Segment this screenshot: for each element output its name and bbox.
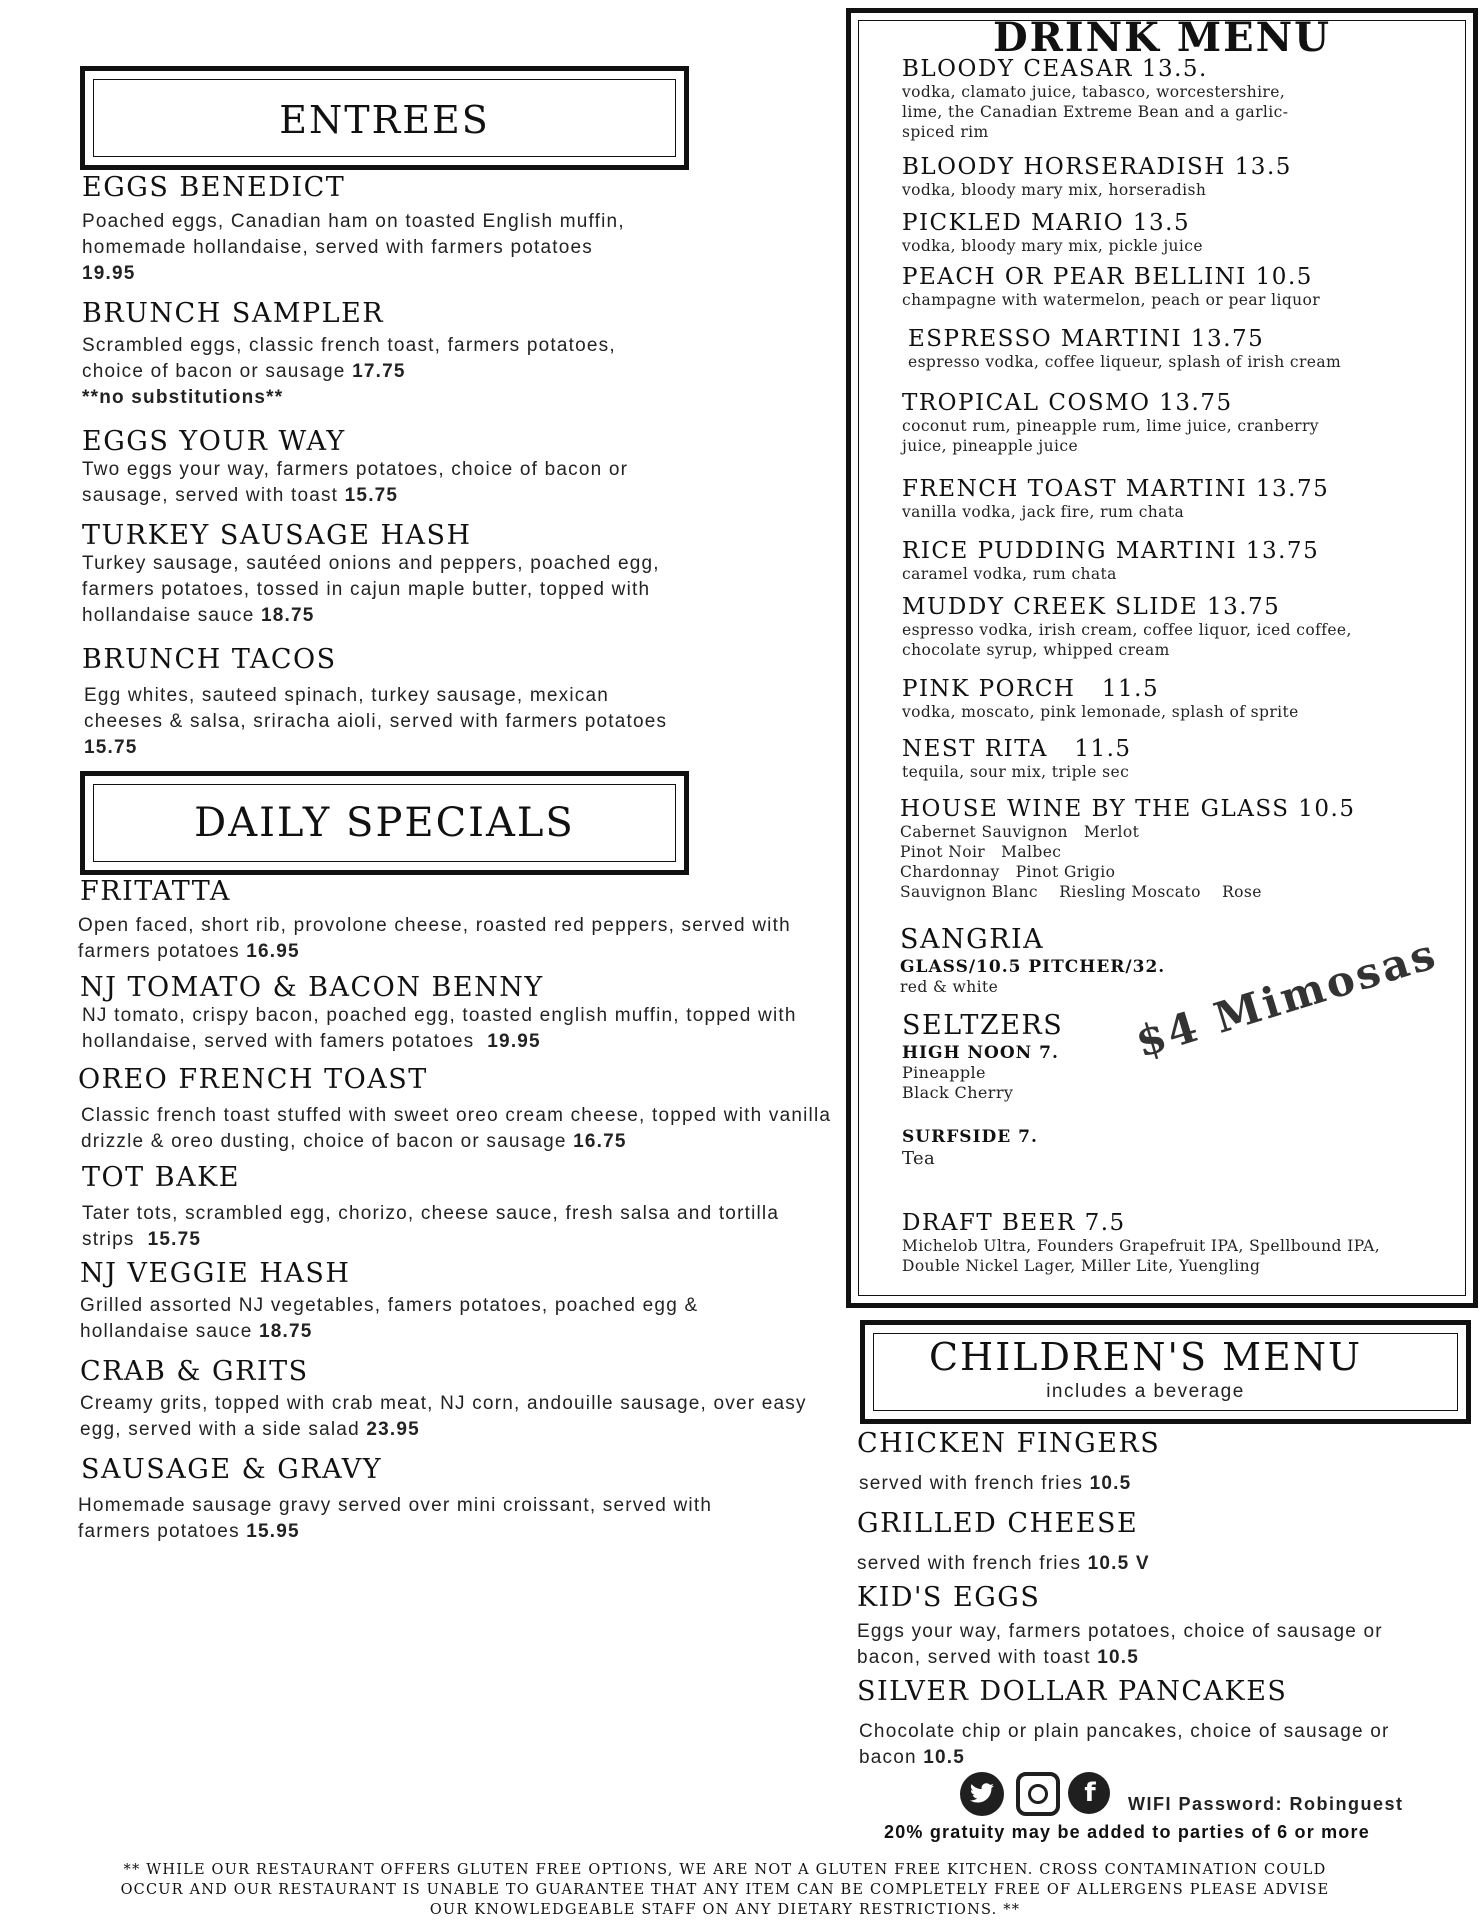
entrees-header-box (80, 66, 689, 170)
item-desc: Grilled assorted NJ vegetables, famers potatoes, poached egg & hollandaise sauce (80, 1295, 699, 1342)
drink-item (902, 154, 1422, 200)
item-desc: Scrambled eggs, classic french toast, farmers potatoes, choice of bacon or sausage (82, 335, 616, 382)
instagram-icon[interactable] (1016, 1772, 1060, 1816)
item-name: CHICKEN FINGERS (857, 1428, 1161, 1459)
item-price: 16.75 (573, 1131, 627, 1152)
drink-name: PICKLED MARIO 13.5 (902, 210, 1191, 236)
item-name: BRUNCH SAMPLER (82, 298, 385, 329)
sangria-price: GLASS/10.5 PITCHER/32. (900, 957, 1166, 977)
drink-name: PEACH OR PEAR BELLINI 10.5 (902, 264, 1313, 290)
menu-item (80, 972, 840, 1055)
item-desc: Homemade sausage gravy served over mini croissant, served with farmers potatoes (78, 1495, 713, 1542)
item-price: 18.75 (261, 605, 315, 626)
menu-item (82, 172, 702, 287)
item-price: 16.95 (246, 941, 300, 962)
item-price: 19.95 (487, 1031, 541, 1052)
drink-desc: espresso vodka, irish cream, coffee liquor, iced coffee, chocolate syrup, whipped cream (902, 621, 1352, 659)
drink-desc: champagne with watermelon, peach or pear liquor (902, 291, 1321, 309)
drink-desc: coconut rum, pineapple rum, lime juice, cranberry juice, pineapple juice (902, 417, 1319, 455)
item-name: GRILLED CHEESE (857, 1508, 1139, 1539)
item-name: TOT BAKE (82, 1162, 240, 1193)
drink-desc: vodka, bloody mary mix, pickle juice (902, 237, 1203, 255)
children-title: CHILDREN'S MENU (928, 1335, 1362, 1379)
menu-item (78, 1064, 838, 1155)
item-price: 19.95 (82, 263, 136, 284)
drink-item (902, 264, 1422, 310)
seltzer-flavor: Tea (902, 1148, 936, 1169)
drink-name: RICE PUDDING MARTINI 13.75 (902, 538, 1320, 564)
drink-item (902, 594, 1422, 660)
item-desc: Egg whites, sauteed spinach, turkey sausage, mexican cheeses & salsa, sriracha aioli, served with farmers potatoes (84, 685, 668, 732)
seltzer-flavor: Black Cherry (902, 1083, 1014, 1102)
item-desc: Eggs your way, farmers potatoes, choice of sausage or bacon, served with toast (857, 1621, 1383, 1668)
menu-item (857, 1676, 1467, 1771)
drink-name: SELTZERS (902, 1010, 1064, 1041)
entrees-title: ENTREES (279, 98, 490, 142)
children-subtitle: includes a beverage (1046, 1381, 1245, 1402)
seltzer-flavor: Pineapple (902, 1063, 986, 1082)
mimosas-promo: $4 Mimosas (1130, 928, 1444, 1067)
house-wine (900, 796, 1420, 902)
item-desc: Tater tots, scrambled egg, chorizo, cheese sauce, fresh salsa and tortilla strips (82, 1203, 780, 1250)
item-desc: Turkey sausage, sautéed onions and peppers, poached egg, farmers potatoes, tossed in cajun maple butter, topped with hollandaise sauce (82, 553, 660, 626)
menu-item (82, 520, 722, 629)
item-desc: Chocolate chip or plain pancakes, choice of sausage or bacon (859, 1721, 1390, 1768)
item-desc: NJ tomato, crispy bacon, poached egg, toasted english muffin, topped with hollandaise, served with famers potatoes (82, 1005, 797, 1052)
wine-line: Sauvignon Blanc Riesling Moscato Rose (900, 883, 1262, 901)
menu-item (78, 1454, 838, 1545)
drink-name: PINK PORCH 11.5 (902, 676, 1160, 702)
wifi-password: WIFI Password: Robinguest (1128, 1794, 1404, 1814)
drink-item (908, 326, 1428, 372)
drink-item (902, 476, 1422, 522)
menu-item (82, 1162, 822, 1253)
item-desc: Creamy grits, topped with crab meat, NJ corn, andouille sausage, over easy egg, served with a side salad (80, 1393, 807, 1440)
item-desc: Two eggs your way, farmers potatoes, choice of bacon or sausage, served with toast (82, 459, 629, 506)
drink-menu-title: DRINK MENU (992, 14, 1332, 61)
drink-desc: vodka, moscato, pink lemonade, splash of sprite (902, 703, 1299, 721)
drink-name: DRAFT BEER 7.5 (902, 1210, 1126, 1236)
item-price: 23.95 (366, 1419, 420, 1440)
wine-line: Cabernet Sauvignon Merlot (900, 823, 1140, 841)
menu-item (80, 876, 820, 965)
item-desc: Classic french toast stuffed with sweet oreo cream cheese, topped with vanilla drizzle & oreo dusting, choice of bacon or sausage (81, 1105, 832, 1152)
drink-name: HOUSE WINE BY THE GLASS 10.5 (900, 796, 1356, 822)
drink-item (902, 736, 1422, 782)
draft-beer (902, 1210, 1422, 1276)
item-price: 10.5 V (1087, 1553, 1150, 1574)
item-price: 10.5 (1097, 1647, 1139, 1668)
drink-item (902, 390, 1422, 456)
children-header-box (860, 1320, 1471, 1424)
menu-item (857, 1428, 1457, 1497)
drink-name: TROPICAL COSMO 13.75 (902, 390, 1233, 416)
drink-name: MUDDY CREEK SLIDE 13.75 (902, 594, 1281, 620)
drink-desc: vodka, clamato juice, tabasco, worcestershire, lime, the Canadian Extreme Bean and a garlic-spiced rim (902, 83, 1289, 141)
drink-item (902, 56, 1422, 142)
item-price: 17.75 (352, 361, 406, 382)
item-name: SILVER DOLLAR PANCAKES (857, 1676, 1288, 1707)
drink-name: BLOODY CEASAR 13.5. (902, 56, 1208, 82)
drink-name: NEST RITA 11.5 (902, 736, 1132, 762)
seltzer-brand: HIGH NOON 7. (902, 1043, 1059, 1063)
wine-line: Pinot Noir Malbec (900, 843, 1062, 861)
item-name: TURKEY SAUSAGE HASH (82, 520, 472, 551)
facebook-icon[interactable]: f (1068, 1772, 1110, 1814)
item-name: FRITATTA (80, 876, 231, 907)
item-price: 15.95 (246, 1521, 300, 1542)
item-name: NJ VEGGIE HASH (80, 1258, 351, 1289)
menu-item (857, 1582, 1457, 1671)
drink-desc: caramel vodka, rum chata (902, 565, 1117, 583)
drink-desc: tequila, sour mix, triple sec (902, 763, 1130, 781)
drink-desc: vodka, bloody mary mix, horseradish (902, 181, 1207, 199)
drink-name: SANGRIA (900, 924, 1045, 955)
drink-desc: espresso vodka, coffee liqueur, splash of irish cream (908, 353, 1342, 371)
drink-item (902, 538, 1422, 584)
drink-desc: red & white (900, 978, 999, 996)
item-name: CRAB & GRITS (80, 1356, 309, 1387)
menu-item (82, 426, 702, 509)
drink-name: BLOODY HORSERADISH 13.5 (902, 154, 1292, 180)
item-name: NJ TOMATO & BACON BENNY (80, 972, 544, 1003)
item-name: BRUNCH TACOS (82, 644, 337, 675)
menu-item (80, 1258, 820, 1345)
menu-item (857, 1508, 1457, 1577)
seltzer-brand: SURFSIDE 7. (902, 1127, 1038, 1147)
item-name: EGGS BENEDICT (82, 172, 346, 203)
item-note: **no substitutions** (82, 387, 284, 408)
item-name: KID'S EGGS (857, 1582, 1041, 1613)
item-desc: served with french fries (857, 1553, 1082, 1574)
item-name: OREO FRENCH TOAST (78, 1064, 428, 1095)
item-name: EGGS YOUR WAY (82, 426, 346, 457)
item-desc: Open faced, short rib, provolone cheese, roasted red peppers, served with farmers potatoes (78, 915, 791, 962)
item-price: 15.75 (84, 737, 138, 758)
item-price: 15.75 (147, 1229, 202, 1250)
item-desc: served with french fries (859, 1473, 1084, 1494)
specials-title: DAILY SPECIALS (194, 800, 575, 846)
drink-item (902, 676, 1422, 722)
menu-item (82, 298, 702, 411)
drink-name: FRENCH TOAST MARTINI 13.75 (902, 476, 1330, 502)
item-desc: Poached eggs, Canadian ham on toasted English muffin, homemade hollandaise, served with farmers potatoes (82, 211, 625, 258)
drink-item (902, 210, 1422, 256)
drink-desc: Michelob Ultra, Founders Grapefruit IPA, Spellbound IPA, Double Nickel Lager, Miller Lite, Yuengling (902, 1237, 1381, 1275)
drink-desc: vanilla vodka, jack fire, rum chata (902, 503, 1185, 521)
twitter-icon[interactable] (960, 1772, 1004, 1816)
item-price: 10.5 (1089, 1473, 1132, 1494)
item-price: 15.75 (344, 485, 399, 506)
drink-name: ESPRESSO MARTINI 13.75 (908, 326, 1265, 352)
gratuity-note: 20% gratuity may be added to parties of 6 or more (884, 1822, 1370, 1842)
item-name: SAUSAGE & GRAVY (81, 1454, 383, 1485)
menu-item (80, 1356, 840, 1443)
item-price: 10.5 (923, 1747, 966, 1768)
item-price: 18.75 (259, 1321, 313, 1342)
specials-header-box (80, 771, 689, 875)
menu-item (82, 644, 702, 761)
allergen-disclaimer: ** WHILE OUR RESTAURANT OFFERS GLUTEN FREE OPTIONS, WE ARE NOT A GLUTEN FREE KITCHEN. CROSS CONTAMINATION COULD OCCUR AND OUR RESTAURANT IS UNABLE TO GUARANTEE THAT ANY ITEM CAN BE COMPLETELY FREE OF ALLERGENS PLEASE ADVISE OUR KNOWLEDGEABLE STAFF ON ANY DIETARY RESTRICTIONS. ** (120, 1862, 1330, 1918)
wine-line: Chardonnay Pinot Grigio (900, 863, 1116, 881)
